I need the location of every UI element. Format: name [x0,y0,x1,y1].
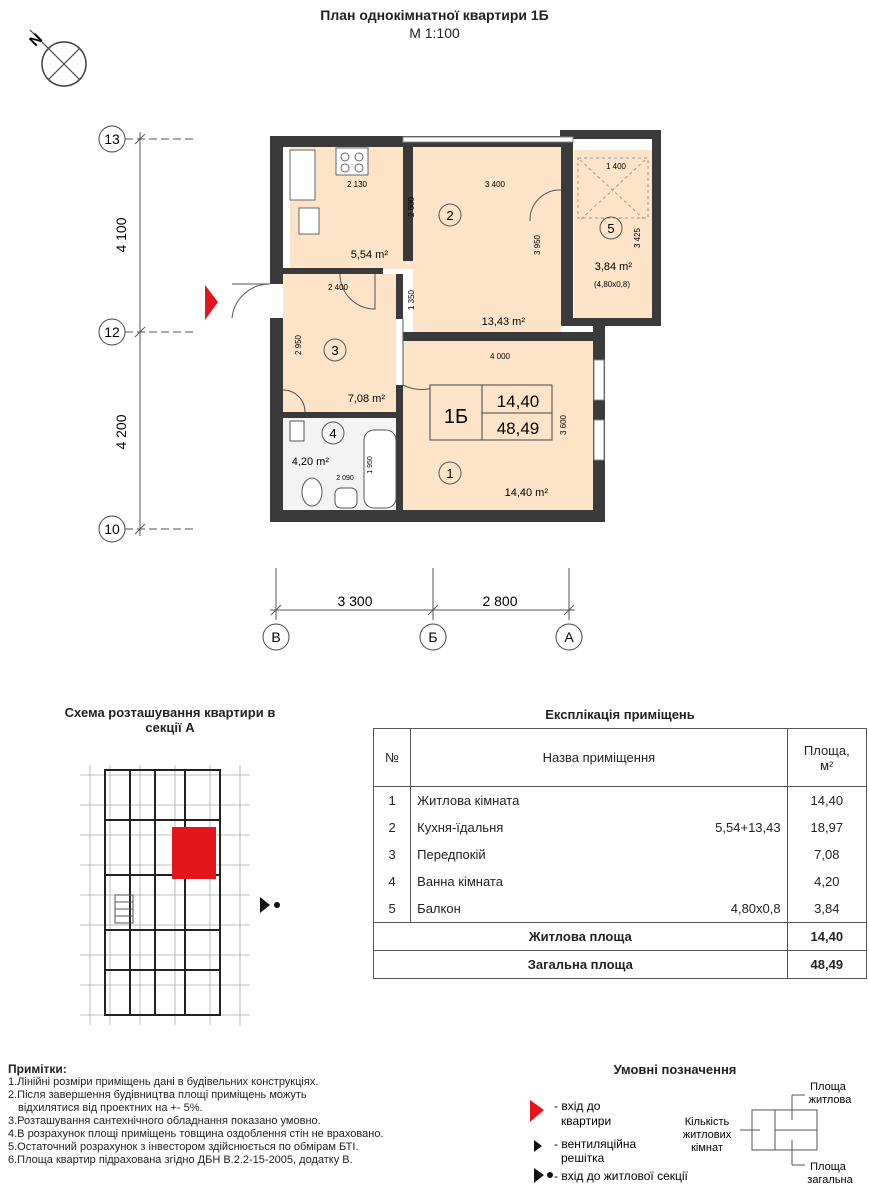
svg-text:житлових: житлових [682,1129,732,1141]
svg-text:- вхід до: - вхід до [554,1099,601,1113]
svg-text:3 950: 3 950 [533,234,542,256]
highlighted-apartment [172,827,216,879]
svg-text:1 950: 1 950 [367,456,374,474]
legend-title: Умовні позначення [613,1062,737,1077]
svg-text:7,08 m²: 7,08 m² [347,393,385,405]
svg-text:14,40 m²: 14,40 m² [504,487,548,499]
note-line: 4.В розрахунок площі приміщень товщина оздоблення стін не враховано. [8,1128,384,1140]
svg-text:1Б: 1Б [443,406,469,428]
col-header-name: Назва приміщення [411,729,787,787]
page-title: План однокімнатної квартири 1Б [320,7,549,23]
svg-text:1 350: 1 350 [407,289,416,311]
svg-text:Кількість: Кількість [684,1116,730,1128]
svg-text:В: В [271,629,281,645]
svg-text:2 130: 2 130 [346,180,368,189]
svg-text:14,40: 14,40 [496,392,540,411]
svg-text:3,84 m²: 3,84 m² [594,261,632,273]
svg-text:2 600: 2 600 [407,196,416,218]
explication-title: Експлікація приміщень [545,707,695,722]
svg-text:13,43 m²: 13,43 m² [481,316,525,328]
svg-text:квартири: квартири [561,1114,612,1128]
svg-text:Б: Б [428,629,438,645]
svg-text:1 400: 1 400 [605,162,627,171]
svg-text:13: 13 [104,131,120,147]
svg-text:3: 3 [331,343,339,358]
total-area-row: Загальна площа 48,49 [374,951,867,979]
note-line: 2.Після завершення будівництва площі приміщень можуть [8,1089,307,1101]
svg-text:3 425: 3 425 [633,227,642,249]
svg-text:N: N [26,30,46,50]
svg-text:4,20 m²: 4,20 m² [291,456,329,468]
svg-text:загальна: загальна [807,1174,853,1186]
svg-text:решітка: решітка [561,1151,605,1165]
table-row: 4 Ванна кімната 4,20 [374,868,867,895]
note-line: 1.Лінійні розміри приміщень дані в будівельних конструкціях. [8,1076,319,1088]
axis-row-13 [99,126,195,152]
legend-diagram [520,1080,865,1198]
svg-text:1: 1 [446,466,454,481]
svg-text:2 950: 2 950 [294,334,303,356]
svg-text:- вхід до житлової секції: - вхід до житлової секції [554,1169,688,1183]
north-arrow-icon [26,30,86,86]
section-scheme-title: Схема розташування квартири в секції А [64,705,276,735]
svg-text:2 090: 2 090 [336,475,354,482]
col-header-no: № [374,729,411,787]
entry-arrow-icon [530,1100,544,1122]
axis-row-10 [99,516,195,542]
section-entry-icon [534,1168,544,1183]
svg-text:4: 4 [329,426,337,441]
col-header-area: Площа, м² [787,729,866,787]
explication-table [373,728,867,979]
svg-text:Площа: Площа [810,1081,846,1093]
svg-text:(4,80x0,8): (4,80x0,8) [593,280,631,289]
svg-text:12: 12 [104,324,120,340]
svg-text:5,54 m²: 5,54 m² [350,249,388,261]
svg-text:кімнат: кімнат [691,1142,723,1154]
svg-text:- вентиляційна: - вентиляційна [554,1137,637,1151]
svg-text:2: 2 [446,208,454,223]
section-scheme-diagram [80,755,300,1040]
note-line: відхилятися від проектних на +- 5%. [18,1102,203,1114]
axis-col-v [263,624,289,650]
axis-col-a [556,624,582,650]
page-scale: М 1:100 [409,25,460,41]
note-line: 5.Остаточний розрахунок з інвестором здійснюється по обмірам БТІ. [8,1141,359,1153]
svg-text:Площа: Площа [810,1161,846,1173]
svg-text:10: 10 [104,521,120,537]
svg-text:48,49: 48,49 [496,419,540,438]
apartment-badge [430,385,552,440]
axis-col-b [420,624,446,650]
svg-text:3 400: 3 400 [484,180,506,189]
axis-row-12 [99,319,195,345]
svg-text:4 000: 4 000 [489,352,511,361]
svg-text:А: А [564,629,574,645]
svg-text:2 400: 2 400 [327,283,349,292]
vent-grille-icon [534,1140,542,1152]
dim-right-span: 2 800 [482,593,518,609]
dim-upper: 4 100 [113,217,129,253]
entrance-arrow-icon [205,285,218,320]
svg-text:житлова: житлова [808,1094,852,1106]
notes-block: Примітки: 1.Лінійні розміри приміщень дані в будівельних конструкціях. 2.Після завершення будівництва площі приміщень можуть відхилятися від проектних на +- 5%. 3.Розташування сантехнічного обладнання показано умовно. 4.В розрахунок площі приміщень товщина оздоблення стін не враховано. 5.Остаточний розрахунок з інвестором здійснюється по обмірам БТІ. 6.Площа квартир підрахована згідно ДБН В.2.2-15-2005, додатку В. [8,1063,478,1167]
table-row: 5 Балкон 4,80x0,8 3,84 [374,895,867,923]
dim-lower: 4 200 [113,414,129,450]
svg-text:5: 5 [607,221,615,236]
section-entry-marker-icon [260,897,280,913]
svg-text:3 600: 3 600 [559,414,568,436]
table-row: 3 Передпокій 7,08 [374,841,867,868]
table-row: 2 Кухня-їдальня 5,54+13,43 18,97 [374,814,867,841]
table-row: 1 Житлова кімната 14,40 [374,787,867,815]
living-area-row: Житлова площа 14,40 [374,923,867,951]
note-line: 3.Розташування сантехнічного обладнання показано умовно. [8,1115,321,1127]
dim-left-span: 3 300 [337,593,373,609]
note-line: 6.Площа квартир підрахована згідно ДБН В.2.2-15-2005, додатку В. [8,1154,353,1166]
